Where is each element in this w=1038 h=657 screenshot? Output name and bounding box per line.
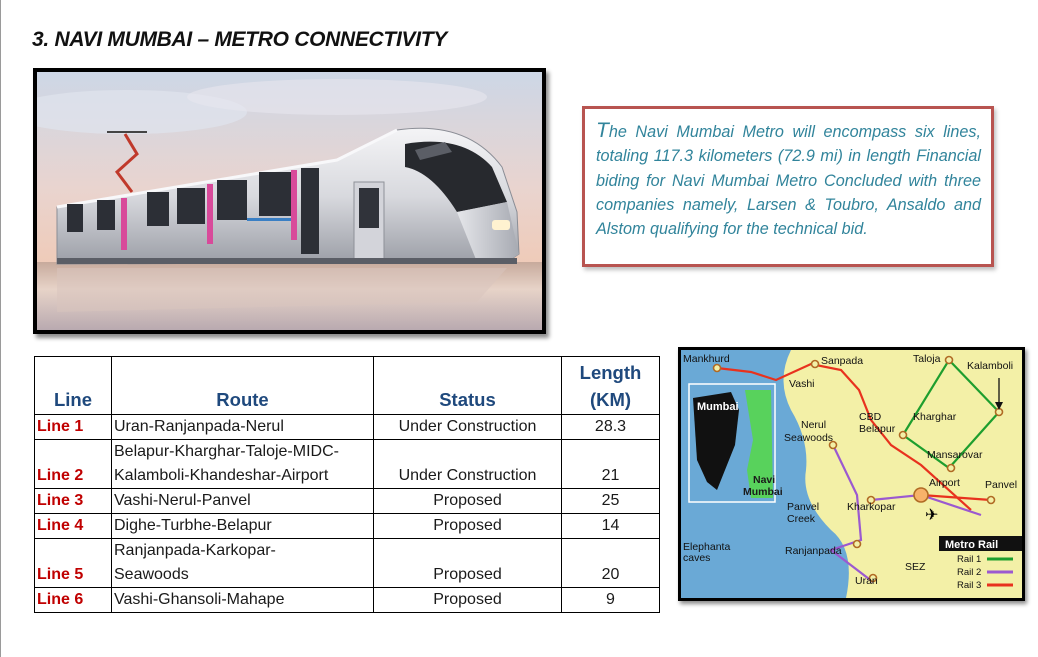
line-cell: Line 1	[35, 415, 112, 440]
label-sez: SEZ	[905, 561, 926, 573]
label-mankhurd: Mankhurd	[683, 353, 730, 365]
label-panvel-creek-2: Creek	[787, 513, 816, 525]
line-cell: Line 3	[35, 489, 112, 514]
metro-train-photo	[33, 68, 546, 334]
metro-map-svg	[681, 350, 1022, 598]
table-row	[35, 539, 660, 588]
route-cell: Vashi-Nerul-Panvel	[112, 489, 374, 514]
metro-info-callout	[582, 106, 994, 267]
route-cell: Uran-Ranjanpada-Nerul	[112, 415, 374, 440]
label-vashi: Vashi	[789, 378, 815, 390]
label-mumbai: Mumbai	[697, 401, 739, 413]
legend-label-rail-3: Rail 3	[957, 580, 982, 591]
label-kalamboli: Kalamboli	[967, 360, 1014, 372]
length-cell: 20	[562, 539, 660, 588]
length-cell: 14	[562, 514, 660, 539]
status-cell: Proposed	[374, 489, 562, 514]
length-cell: 9	[562, 588, 660, 613]
line-cell: Line 2	[35, 440, 112, 489]
route-line2: Kalamboli-Khandeshar-Airport	[114, 467, 329, 484]
length-cell: 21	[562, 440, 660, 489]
legend-label-rail-2: Rail 2	[957, 567, 982, 578]
label-kharghar: Kharghar	[913, 411, 957, 423]
metro-lines-table	[34, 356, 660, 613]
label-nerul: Nerul	[801, 419, 827, 431]
line-cell: Line 6	[35, 588, 112, 613]
route-line2: Seawoods	[114, 566, 189, 583]
table-row	[35, 514, 660, 539]
metro-info-dropcap: T	[596, 119, 609, 142]
label-mansarovar: Mansarovar	[927, 449, 983, 461]
label-elephanta-2: caves	[683, 552, 711, 564]
label-panvel: Panvel	[985, 479, 1018, 491]
status-cell: Under Construction	[374, 415, 562, 440]
length-cell: 25	[562, 489, 660, 514]
label-seawoods: Seawoods	[784, 432, 834, 444]
label-navi: Navi	[753, 474, 776, 486]
header-line: Line	[35, 357, 112, 415]
header-length-line1: Length	[579, 362, 642, 383]
status-cell: Proposed	[374, 588, 562, 613]
length-cell: 28.3	[562, 415, 660, 440]
metro-train-illustration	[37, 72, 542, 330]
legend-title: Metro Rail	[945, 539, 999, 551]
label-airport: Airport	[929, 477, 960, 489]
label-elephanta-1: Elephanta	[683, 541, 731, 553]
page-title: 3. NAVI MUMBAI – METRO CONNECTIVITY	[32, 28, 447, 51]
table-row	[35, 489, 660, 514]
label-ranjanpada: Ranjanpada	[785, 545, 842, 557]
label-kharkopar: Kharkopar	[847, 501, 896, 513]
map-airport-hub	[914, 488, 928, 502]
label-cbd: CBD	[859, 411, 882, 423]
status-cell: Proposed	[374, 514, 562, 539]
status-cell: Proposed	[374, 539, 562, 588]
route-cell	[112, 440, 374, 489]
label-uran: Uran	[855, 575, 878, 587]
header-status: Status	[374, 357, 562, 415]
legend-label-rail-1: Rail 1	[957, 554, 982, 565]
metro-info-text	[596, 119, 981, 241]
table-header-row	[35, 357, 660, 415]
line-cell: Line 4	[35, 514, 112, 539]
table-row	[35, 588, 660, 613]
map-legend	[933, 532, 1022, 598]
label-panvel-creek-1: Panvel	[787, 501, 820, 513]
line-cell: Line 5	[35, 539, 112, 588]
route-line1: Belapur-Kharghar-Taloje-MIDC-	[114, 443, 339, 460]
route-cell	[112, 539, 374, 588]
metro-map	[678, 347, 1025, 601]
page-left-border	[0, 0, 1, 657]
label-taloja: Taloja	[913, 353, 941, 365]
route-line1: Ranjanpada-Karkopar-	[114, 542, 276, 559]
metro-info-body: he Navi Mumbai Metro will encompass six lines, totaling 117.3 kilometers (72.9 mi) in length Financial biding for Navi Mumbai Metro Concluded with three companies namely, Larsen & Toubro, Ansaldo and Alstom qualifying for the technical bid.	[596, 123, 981, 239]
status-cell: Under Construction	[374, 440, 562, 489]
route-cell: Vashi-Ghansoli-Mahape	[112, 588, 374, 613]
table-row	[35, 440, 660, 489]
header-length-line2: (KM)	[589, 389, 632, 410]
header-route: Route	[112, 357, 374, 415]
route-cell: Dighe-Turbhe-Belapur	[112, 514, 374, 539]
label-belapur: Belapur	[859, 423, 896, 435]
label-navi-mumbai: Mumbai	[743, 486, 783, 498]
table-row	[35, 415, 660, 440]
label-sanpada: Sanpada	[821, 355, 864, 367]
header-length	[562, 357, 660, 415]
airplane-icon: ✈	[925, 507, 939, 524]
